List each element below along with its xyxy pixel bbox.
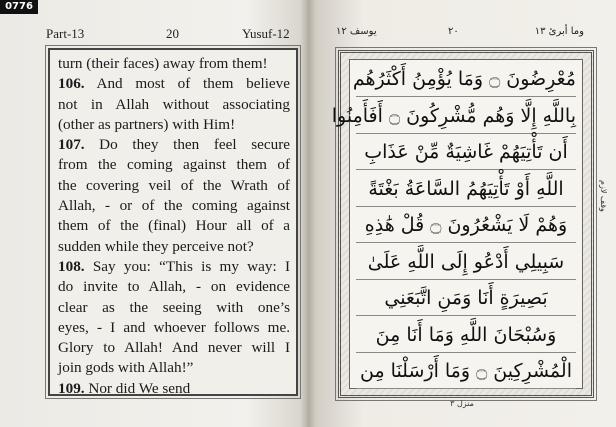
arabic-verse-line: وَسُبْحَانَ اللَّهِ وَمَا أَنَا مِنَ bbox=[356, 318, 576, 353]
right-page bbox=[308, 0, 616, 427]
translation-line: sudden while they perceive not? bbox=[58, 237, 254, 255]
arabic-verse-line: سَبِيلِي أَدْعُو إِلَى اللَّهِ عَلَىٰ bbox=[356, 245, 576, 280]
surah-label: Yusuf-12 bbox=[242, 26, 290, 41]
translation-line: 108. Say you: “This is my way: I bbox=[58, 257, 290, 275]
verse-number: 106. bbox=[58, 75, 85, 93]
arabic-text-area bbox=[331, 59, 583, 389]
arabic-verse-line: وَهُمْ لَا يَشْعُرُونَ ۝ قُلْ هَٰذِهِ bbox=[356, 208, 576, 243]
left-page-header bbox=[46, 26, 294, 46]
manzil-footer: منزل ٣ bbox=[450, 399, 474, 408]
book-spine-shadow bbox=[300, 0, 316, 427]
page-number: 20 bbox=[166, 26, 179, 41]
translation-line: eyes, - I and whoever follows me. bbox=[58, 318, 290, 336]
translation-line: clear as the seeing with one’s bbox=[58, 298, 290, 316]
translation-line: Allah, - or of the coming against bbox=[58, 197, 290, 215]
translation-line: 106. And most of them believe bbox=[58, 75, 290, 93]
arabic-surah-label: يوسف ١٢ bbox=[336, 26, 377, 37]
arabic-verse-line: بِاللَّهِ إِلَّا وَهُم مُّشْرِكُونَ ۝ أَفَأَمِنُوا bbox=[356, 99, 576, 134]
translation-line: 107. Do they then feel secure bbox=[58, 136, 290, 154]
scan-id-label: 0776 bbox=[0, 0, 38, 14]
verse-number: 109. bbox=[58, 379, 85, 397]
translation-line: do invite to Allah, - on evidence bbox=[58, 278, 290, 296]
arabic-verse-line: أَن تَأْتِيَهُمْ غَاشِيَةٌ مِّنْ عَذَابِ bbox=[356, 135, 576, 170]
verse-number: 107. bbox=[58, 136, 85, 154]
translation-line: the covering veil of the Wrath of bbox=[58, 176, 290, 194]
translation-line: (other as partners) with Him! bbox=[58, 115, 236, 133]
arabic-verse-line: اللَّهِ أَوْ تَأْتِيَهُمُ السَّاعَةُ بَغْتَةً bbox=[356, 172, 576, 207]
arabic-verse-line: الْمُشْرِكِينَ ۝ وَمَا أَرْسَلْنَا مِن bbox=[356, 354, 576, 389]
arabic-verse-line: مُعْرِضُونَ ۝ وَمَا يُؤْمِنُ أَكْثَرُهُم bbox=[356, 62, 576, 97]
translation-line: 109. Nor did We send bbox=[58, 379, 191, 397]
translation-line: turn (their faces) away from them! bbox=[58, 55, 268, 72]
translation-line: join gods with Allah!” bbox=[58, 359, 194, 377]
part-label: Part-13 bbox=[46, 26, 85, 41]
verse-number: 108. bbox=[58, 257, 85, 275]
margin-note: وقف لازم bbox=[599, 180, 608, 212]
arabic-part-label: وما أبرئ ١٣ bbox=[534, 26, 584, 37]
arabic-page-number: ٢٠ bbox=[448, 26, 459, 37]
translation-line: from the coming against them of bbox=[58, 156, 290, 174]
arabic-verse-line: بَصِيرَةٍ أَنَا وَمَنِ اتَّبَعَنِي bbox=[356, 281, 576, 316]
translation-text bbox=[58, 54, 290, 399]
translation-frame bbox=[48, 48, 298, 396]
translation-line: Glory to Allah! And never will I bbox=[58, 339, 290, 357]
translation-line: not in Allah without associating bbox=[58, 95, 290, 113]
right-page-header bbox=[328, 26, 584, 46]
translation-line: them of the (final) Hour all of a bbox=[58, 217, 290, 235]
arabic-text-frame bbox=[331, 50, 594, 398]
